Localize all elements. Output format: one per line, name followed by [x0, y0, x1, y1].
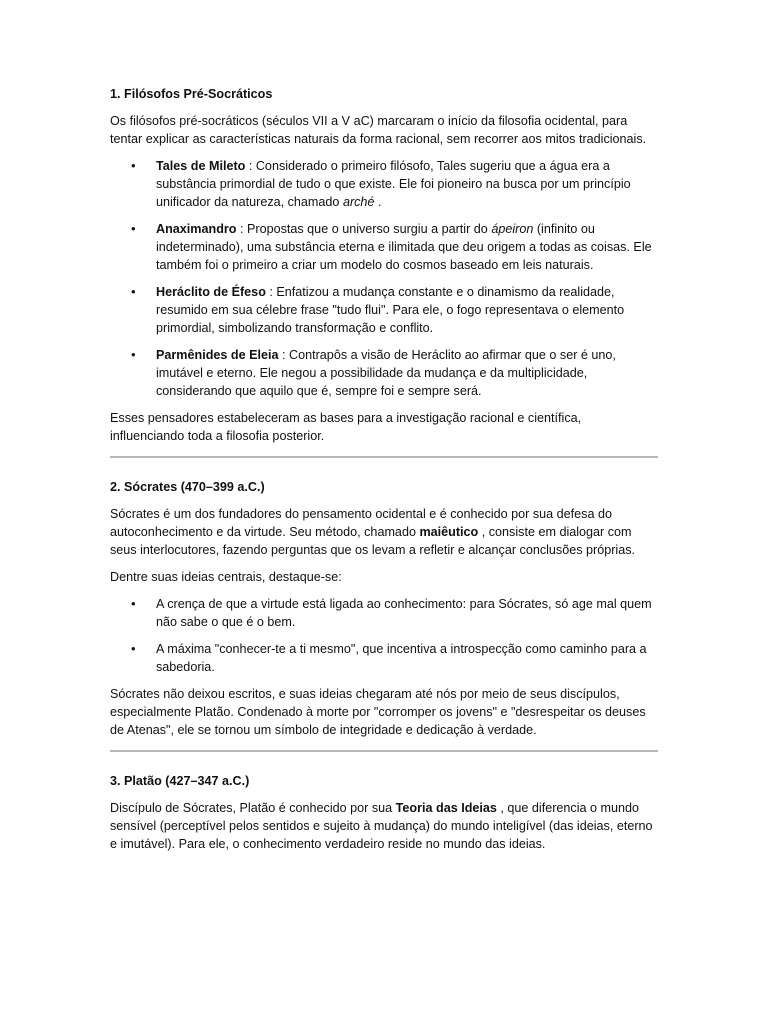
philosopher-name: Tales de Mileto — [156, 159, 246, 173]
list-item-tales — [110, 157, 658, 211]
section-intro: Os filósofos pré-socráticos (séculos VII a V aC) marcaram o início da filosofia ocidental, para tentar explicar as características naturais da forma racional, sem recorrer aos mitos tradicionais. — [110, 114, 647, 146]
section-presocratics — [110, 85, 658, 445]
section-heading: 1. Filósofos Pré-Socráticos — [110, 87, 273, 101]
emphasis-term: ápeiron — [491, 222, 534, 236]
section-lead: Dentre suas ideias centrais, destaque-se: — [110, 570, 342, 584]
philosopher-name: Heráclito de Éfeso — [156, 285, 266, 299]
philosopher-description: : Propostas que o universo surgiu a partir do — [236, 222, 492, 236]
intro-bold-term: Teoria das Ideias — [395, 801, 497, 815]
section-intro — [110, 505, 658, 559]
section-platao — [110, 772, 658, 853]
section-closing: Sócrates não deixou escritos, e suas ideias chegaram até nós por meio de seus discípulos, especialmente Platão. Condenado à morte por "corromper os jovens" e "desrespeitar os deuses de Atenas", ele se tornou um símbolo de integridade e dedicação à verdade. — [110, 687, 646, 737]
ideas-list — [110, 595, 658, 676]
intro-bold-term: maiêutico — [419, 525, 479, 539]
philosopher-list — [110, 157, 658, 400]
intro-text: Discípulo de Sócrates, Platão é conhecido por sua — [110, 801, 396, 815]
intro-text: Sócrates é um dos fundadores do pensamento ocidental e é conhecido por sua defesa do autoconhecimento e da virtude. Seu método, chamado — [110, 507, 612, 539]
horizontal-divider — [110, 750, 658, 752]
horizontal-divider — [110, 456, 658, 458]
section-heading: 3. Platão (427–347 a.C.) — [110, 774, 250, 788]
philosopher-name: Anaximandro — [156, 222, 237, 236]
document-body — [110, 85, 658, 862]
philosopher-description: : Considerado o primeiro filósofo, Tales sugeriu que a água era a substância primordial de tudo o que existe. Ele foi pioneiro na busca por um princípio unificador da natureza, chamado — [156, 159, 631, 209]
intro-text-end: , que diferencia o mundo sensível (perceptível pelos sentidos e sujeito à mudança) do mundo inteligível (das ideias, eterno e imutável). Para ele, o conhecimento verdadeiro reside no mundo das ideias. — [110, 801, 653, 851]
section-heading: 2. Sócrates (470–399 a.C.) — [110, 480, 265, 494]
emphasis-term: arché — [342, 195, 375, 209]
intro-text-end: , consiste em dialogar com seus interlocutores, fazendo perguntas que os levam a refletir e alcançar conclusões próprias. — [110, 525, 636, 557]
list-item-heraclito — [110, 283, 658, 337]
list-item: • A máxima "conhecer-te a ti mesmo", que incentiva a introspecção como caminho para a sabedoria. — [110, 640, 658, 676]
list-item: • A crença de que a virtude está ligada ao conhecimento: para Sócrates, só age mal quem não sabe o que é o bem. — [110, 595, 658, 631]
philosopher-name: Parmênides de Eleia — [156, 348, 279, 362]
list-item-parmenides — [110, 346, 658, 400]
philosopher-description-end: (infinito ou indeterminado), uma substância eterna e ilimitada que deu origem a todas as coisas. Ele também foi o primeiro a criar um modelo do cosmos baseado em leis naturais. — [156, 222, 652, 272]
section-closing: Esses pensadores estabeleceram as bases para a investigação racional e científica, influenciando toda a filosofia posterior. — [110, 411, 582, 443]
philosopher-description: : Contrapôs a visão de Heráclito ao afirmar que o ser é uno, imutável e eterno. Ele negou a possibilidade da mudança e da multiplicidade, considerando que aquilo que é, sempre foi e sempre será. — [156, 348, 616, 398]
philosopher-description: : Enfatizou a mudança constante e o dinamismo da realidade, resumido em sua célebre frase "tudo flui". Para ele, o fogo representava o elemento primordial, simbolizando transformação e conflito. — [156, 285, 625, 335]
section-socrates — [110, 478, 658, 739]
philosopher-description-end: . — [374, 195, 382, 209]
list-item-anaximandro — [110, 220, 658, 274]
section-intro — [110, 799, 658, 853]
